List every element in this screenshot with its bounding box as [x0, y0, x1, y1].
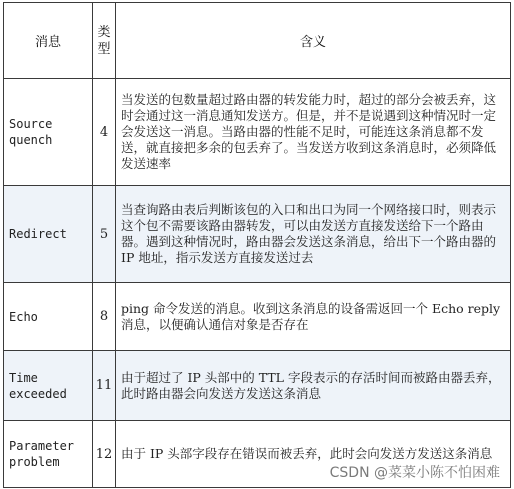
message-meaning-cell: 由于 IP 头部字段存在错误而被丢弃，此时会向发送方发送这条消息 — [116, 421, 511, 488]
message-meaning-cell: 当发送的包数量超过路由器的转发能力时，超过的部分会被丢弃，这时会通过这一消息通知发送方。但是，并不是说遇到这种情况时一定会发送这一消息。当路由器的性能不足时，可能连这条消息都不发送，就直接把多余的包丢弃了。当发送方收到这条消息时，必须降低发送速率 — [116, 79, 511, 186]
table-row — [4, 283, 511, 351]
header-type: 类型 — [93, 3, 116, 79]
table-row — [4, 79, 511, 186]
table-header-row — [4, 3, 511, 79]
message-meaning-cell: 由于超过了 IP 头部中的 TTL 字段表示的存活时间而被路由器丢弃，此时路由器会向发送方发送这条消息 — [116, 351, 511, 421]
message-type-cell: 4 — [93, 79, 116, 186]
message-meaning-cell: 当查询路由表后判断该包的入口和出口为同一个网络接口时，则表示这个包不需要该路由器转发，可以由发送方直接发送给下一个路由器。遇到这种情况时，路由器会发送这条消息，给出下一个路由器的 IP 地址，指示发送方直接发送过去 — [116, 186, 511, 283]
message-name-cell: Parameter problem — [4, 421, 93, 488]
table-row — [4, 186, 511, 283]
header-meaning: 含义 — [116, 3, 511, 79]
message-name-cell: Time exceeded — [4, 351, 93, 421]
message-name-cell: Source quench — [4, 79, 93, 186]
message-name-cell: Redirect — [4, 186, 93, 283]
message-type-cell: 12 — [93, 421, 116, 488]
message-type-cell: 8 — [93, 283, 116, 351]
header-message: 消息 — [4, 3, 93, 79]
table-row — [4, 351, 511, 421]
message-name-cell: Echo — [4, 283, 93, 351]
icmp-message-table — [3, 2, 511, 488]
message-type-cell: 5 — [93, 186, 116, 283]
csdn-watermark: CSDN @菜菜小陈不怕困难 — [329, 465, 500, 481]
message-meaning-cell: ping 命令发送的消息。收到这条消息的设备需返回一个 Echo reply 消息，以便确认通信对象是否存在 — [116, 283, 511, 351]
message-type-cell: 11 — [93, 351, 116, 421]
